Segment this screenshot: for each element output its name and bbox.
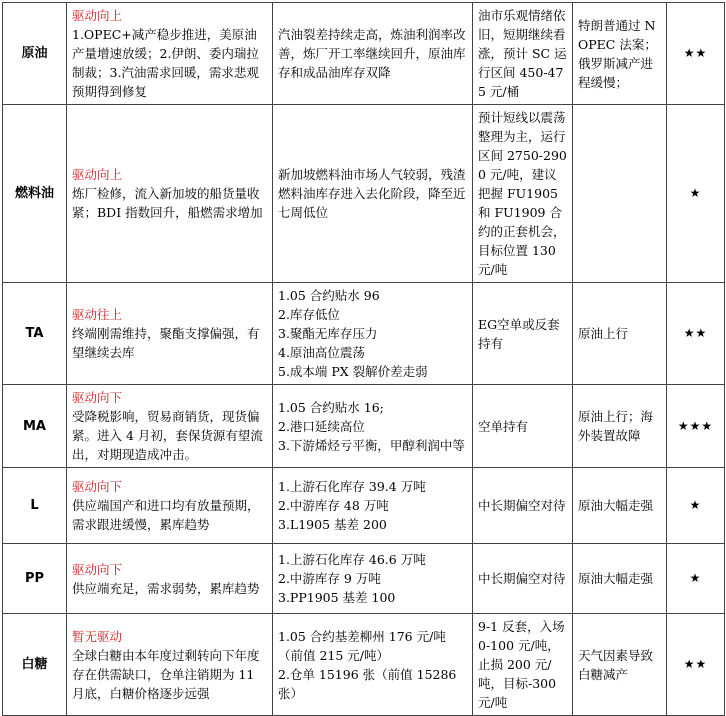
detail-item: 2.库存低位: [278, 307, 340, 322]
logic-cell: [67, 385, 273, 468]
risk-cell: 原油大幅走强: [573, 544, 667, 614]
rating-stars: ★: [667, 544, 725, 614]
table-row: [3, 283, 725, 385]
risk-cell: 天气因素导致白糖减产: [573, 614, 667, 716]
detail-cell: [273, 544, 473, 614]
detail-cell: [273, 468, 473, 544]
driver-label: 驱动向上: [72, 8, 123, 23]
table-row: [3, 468, 725, 544]
logic-cell: [67, 3, 273, 105]
driver-label: 驱动往上: [72, 307, 123, 322]
detail-cell: 新加坡燃料油市场人气较弱，残渣燃料油库存进入去化阶段，降至近七周低位: [273, 105, 473, 283]
driver-label: 驱动向下: [72, 479, 123, 494]
logic-text: 全球白糖由本年度过剩转向下年度存在供需缺口，仓单注销期为 11 月底，白糖价格逐步远强: [72, 647, 260, 701]
logic-text: 终端刚需维持，聚酯支撑偏强，有望继续去库: [72, 326, 260, 360]
driver-label: 驱动向下: [72, 561, 123, 577]
commodity-name: TA: [3, 283, 67, 385]
table-row: [3, 544, 725, 614]
strategy-cell: 空单持有: [473, 385, 573, 468]
risk-cell: 特朗普通过 NOPEC 法案；俄罗斯减产进程缓慢；: [573, 3, 667, 105]
driver-label: 驱动向上: [72, 167, 123, 182]
commodity-name: 燃料油: [3, 105, 67, 283]
table-row: [3, 614, 725, 716]
strategy-cell: 中长期偏空对待: [473, 544, 573, 614]
logic-text: 供应端充足，需求弱势，累库趋势: [72, 580, 260, 596]
detail-item: 3.L1905 基差 200: [278, 517, 387, 532]
detail-item: 1.上游石化库存 46.6 万吨: [278, 552, 426, 567]
logic-text: 受降税影响，贸易商销货，现货偏紧。进入 4 月初，套保货源有望流出，对期现造成冲击。: [72, 409, 263, 462]
detail-item: 2.中游库存 48 万吨: [278, 498, 389, 513]
detail-item: 4.原油高位震荡: [278, 345, 365, 360]
commodity-name: PP: [3, 544, 67, 614]
driver-label: 驱动向下: [72, 390, 123, 405]
logic-cell: [67, 468, 273, 544]
commodity-strategy-table: [2, 2, 725, 716]
detail-item: 2.港口延续高位: [278, 418, 365, 434]
logic-cell: [67, 614, 273, 716]
strategy-cell: 油市乐观情绪依旧，短期继续看涨，预计 SC 运行区间 450-475 元/桶: [473, 3, 573, 105]
rating-stars: ★★: [667, 283, 725, 385]
detail-item: 3.聚酯无库存压力: [278, 326, 378, 341]
table-row: [3, 385, 725, 468]
rating-stars: ★: [667, 105, 725, 283]
table-row: [3, 105, 725, 283]
rating-stars: ★★: [667, 614, 725, 716]
detail-item: 2.仓单 15196 张（前值 15286 张）: [278, 666, 457, 701]
detail-cell: [273, 614, 473, 716]
strategy-cell: 9-1 反套，入场 0-100 元/吨，止损 200 元/吨，目标-300 元/吨: [473, 614, 573, 716]
commodity-name: 原油: [3, 3, 67, 105]
strategy-cell: 预计短线以震荡整理为主，运行区间 2750-2900 元/吨，建议把握 FU1905 和 FU1909 合约的正套机会，目标位置 130 元/吨: [473, 105, 573, 283]
detail-item: 1.上游石化库存 39.4 万吨: [278, 479, 426, 494]
risk-cell: 原油上行；海外装置故障: [573, 385, 667, 468]
driver-label: 暂无驱动: [72, 628, 123, 644]
logic-text: 炼厂检修，流入新加坡的船货量收紧；BDI 指数回升，船燃需求增加: [72, 186, 263, 220]
rating-stars: ★: [667, 468, 725, 544]
detail-item: 1.05 合约基差柳州 176 元/吨（前值 215 元/吨）: [278, 628, 446, 663]
detail-item: 1.05 合约贴水 16;: [278, 399, 384, 415]
detail-item: 2.中游库存 9 万吨: [278, 571, 381, 586]
risk-cell: [573, 105, 667, 283]
commodity-name: 白糖: [3, 614, 67, 716]
detail-cell: [273, 283, 473, 385]
rating-stars: ★★★: [667, 385, 725, 468]
strategy-cell: 中长期偏空对待: [473, 468, 573, 544]
detail-item: 3.PP1905 基差 100: [278, 590, 396, 605]
commodity-name: MA: [3, 385, 67, 468]
detail-item: 3.下游烯烃亏平衡，甲醇利润中等: [278, 437, 465, 453]
detail-item: 1.05 合约贴水 96: [278, 288, 380, 303]
table-row: [3, 3, 725, 105]
commodity-name: L: [3, 468, 67, 544]
logic-cell: [67, 105, 273, 283]
logic-text: 1.OPEC+减产稳步推进，美原油产量增速放缓；2.伊朗、委内瑞拉制裁；3.汽油需求回暖，需求悲观预期得到修复: [72, 27, 259, 99]
detail-cell: 汽油裂差持续走高，炼油利润率改善，炼厂开工率继续回升，原油库存和成品油库存双降: [273, 3, 473, 105]
logic-text: 供应端国产和进口均有放量预期，需求跟进缓慢，累库趋势: [72, 498, 260, 532]
detail-cell: [273, 385, 473, 468]
detail-item: 5.成本端 PX 裂解价差走弱: [278, 364, 428, 379]
logic-cell: [67, 544, 273, 614]
rating-stars: ★★: [667, 3, 725, 105]
risk-cell: 原油上行: [573, 283, 667, 385]
logic-cell: [67, 283, 273, 385]
strategy-cell: EG空单或反套持有: [473, 283, 573, 385]
risk-cell: 原油大幅走强: [573, 468, 667, 544]
